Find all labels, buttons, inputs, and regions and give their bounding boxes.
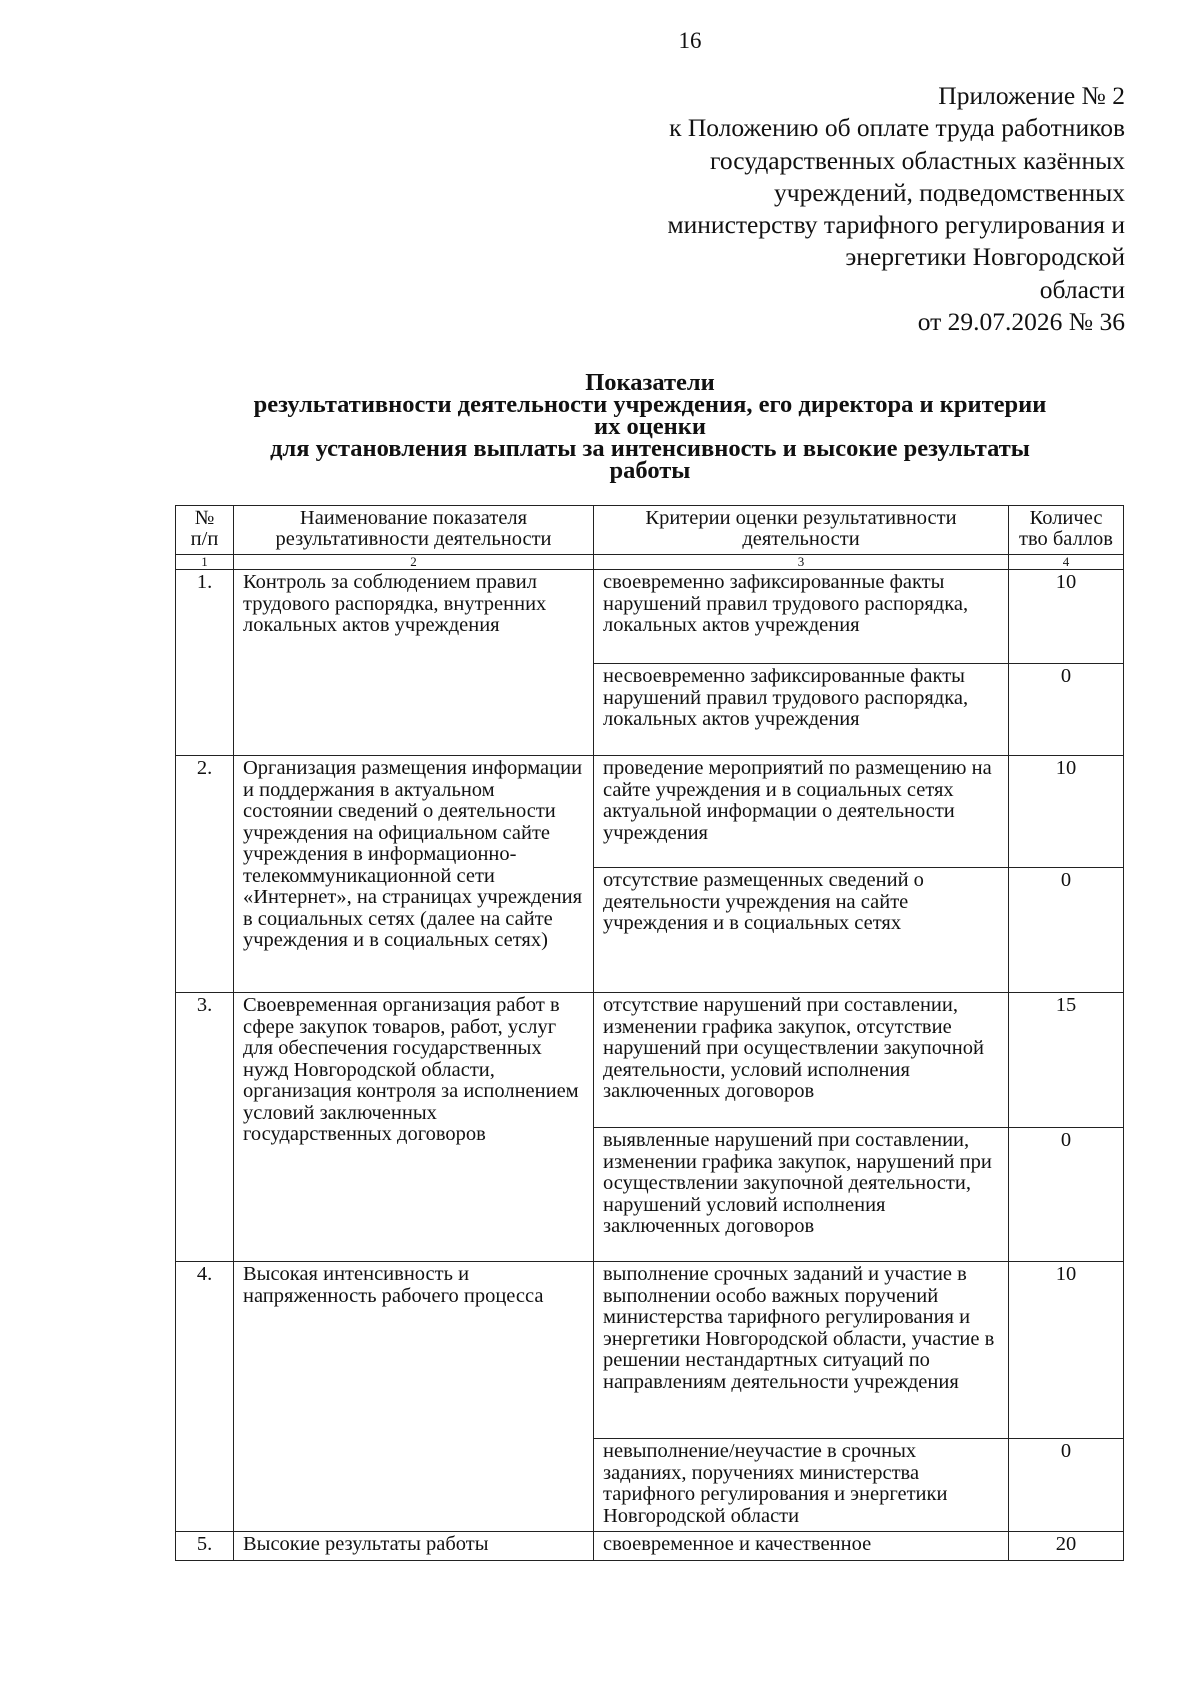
header-criteria: Критерии оценки результативности деятельности bbox=[594, 506, 1009, 555]
row-num: 4. bbox=[176, 1262, 234, 1532]
table-row bbox=[176, 993, 1124, 1128]
column-number: 2 bbox=[234, 555, 594, 570]
row-criterion: выполнение срочных заданий и участие в выполнении особо важных поручений министерства тарифного регулирования и энергетики Новгородской области, участие в решении нестандартных ситуаций по направлениям деятельности учреждения bbox=[594, 1262, 1009, 1439]
row-name: Высокие результаты работы bbox=[234, 1532, 594, 1561]
row-points: 10 bbox=[1009, 1262, 1124, 1439]
appendix-line: от 29.07.2026 № 36 bbox=[917, 307, 1125, 337]
appendix-line: энергетики Новгородской bbox=[845, 242, 1125, 272]
appendix-line: Приложение № 2 bbox=[938, 81, 1125, 110]
column-number: 4 bbox=[1009, 555, 1124, 570]
row-points: 15 bbox=[1009, 993, 1124, 1128]
table-row bbox=[176, 1262, 1124, 1439]
appendix-line: министерству тарифного регулирования и bbox=[667, 210, 1125, 240]
page-number: 16 bbox=[678, 28, 702, 53]
title-line: результативности деятельности учреждения, его директора и критерии bbox=[253, 391, 1047, 418]
row-criterion: своевременное и качественное bbox=[594, 1532, 1009, 1561]
row-criterion: несвоевременно зафиксированные факты нарушений правил трудового распорядка, локальных актов учреждения bbox=[594, 664, 1009, 756]
indicators-table bbox=[175, 505, 1124, 1561]
appendix-line: области bbox=[1039, 274, 1125, 304]
appendix-block bbox=[525, 80, 1125, 338]
title-line: для установления выплаты за интенсивность и высокие результаты bbox=[270, 435, 1030, 462]
row-name: Высокая интенсивность и напряженность рабочего процесса bbox=[234, 1262, 594, 1532]
row-criterion: отсутствие размещенных сведений о деятельности учреждения на сайте учреждения и в социальных сетях bbox=[594, 868, 1009, 993]
row-name: Контроль за соблюдением правил трудового распорядка, внутренних локальных актов учреждения bbox=[234, 570, 594, 756]
row-name: Организация размещения информации и поддержания в актуальном состоянии сведений о деятельности учреждения на официальном сайте учреждения в информационно-телекоммуникационной сети «Интернет», на страницах учреждения в социальных сетях (далее на сайте учреждения и в социальных сетях) bbox=[234, 756, 594, 993]
row-name: Своевременная организация работ в сфере закупок товаров, работ, услуг для обеспечения государственных нужд Новгородской области, организация контроля за исполнением условий заключенных государственных договоров bbox=[234, 993, 594, 1262]
row-points: 10 bbox=[1009, 756, 1124, 868]
header-points: Количес тво баллов bbox=[1009, 506, 1124, 555]
header-name: Наименование показателя результативности деятельности bbox=[234, 506, 594, 555]
table-row bbox=[176, 756, 1124, 868]
table-row bbox=[176, 570, 1124, 664]
header-num: № п/п bbox=[176, 506, 234, 555]
appendix-line: государственных областных казённых bbox=[710, 145, 1125, 175]
title-line: Показатели bbox=[585, 369, 715, 396]
row-points: 20 bbox=[1009, 1532, 1124, 1561]
row-criterion: своевременно зафиксированные факты нарушений правил трудового распорядка, локальных актов учреждения bbox=[594, 570, 1009, 664]
row-criterion: выявленные нарушений при составлении, изменении графика закупок, нарушений при осуществлении закупочной деятельности, нарушений условий исполнения заключенных договоров bbox=[594, 1128, 1009, 1262]
row-criterion: проведение мероприятий по размещению на сайте учреждения и в социальных сетях актуальной информации о деятельности учреждения bbox=[594, 756, 1009, 868]
row-num: 1. bbox=[176, 570, 234, 756]
table-header-row bbox=[176, 506, 1124, 555]
row-num: 5. bbox=[176, 1532, 234, 1561]
row-points: 0 bbox=[1009, 868, 1124, 993]
document-title bbox=[150, 369, 1150, 484]
row-criterion: невыполнение/неучастие в срочных заданиях, поручениях министерства тарифного регулирования и энергетики Новгородской области bbox=[594, 1439, 1009, 1532]
table-row bbox=[176, 1532, 1124, 1561]
row-criterion: отсутствие нарушений при составлении, изменении графика закупок, отсутствие нарушений при осуществлении закупочной деятельности, условий исполнения заключенных договоров bbox=[594, 993, 1009, 1128]
row-points: 0 bbox=[1009, 1128, 1124, 1262]
column-number: 1 bbox=[176, 555, 234, 570]
row-num: 3. bbox=[176, 993, 234, 1262]
row-points: 0 bbox=[1009, 1439, 1124, 1532]
row-points: 10 bbox=[1009, 570, 1124, 664]
column-numbers-row bbox=[176, 555, 1124, 570]
appendix-line: к Положению об оплате труда работников bbox=[669, 113, 1125, 143]
row-num: 2. bbox=[176, 756, 234, 993]
column-number: 3 bbox=[594, 555, 1009, 570]
title-line: работы bbox=[609, 457, 691, 484]
row-points: 0 bbox=[1009, 664, 1124, 756]
appendix-line: учреждений, подведомственных bbox=[774, 177, 1125, 207]
title-line: их оценки bbox=[593, 413, 707, 440]
